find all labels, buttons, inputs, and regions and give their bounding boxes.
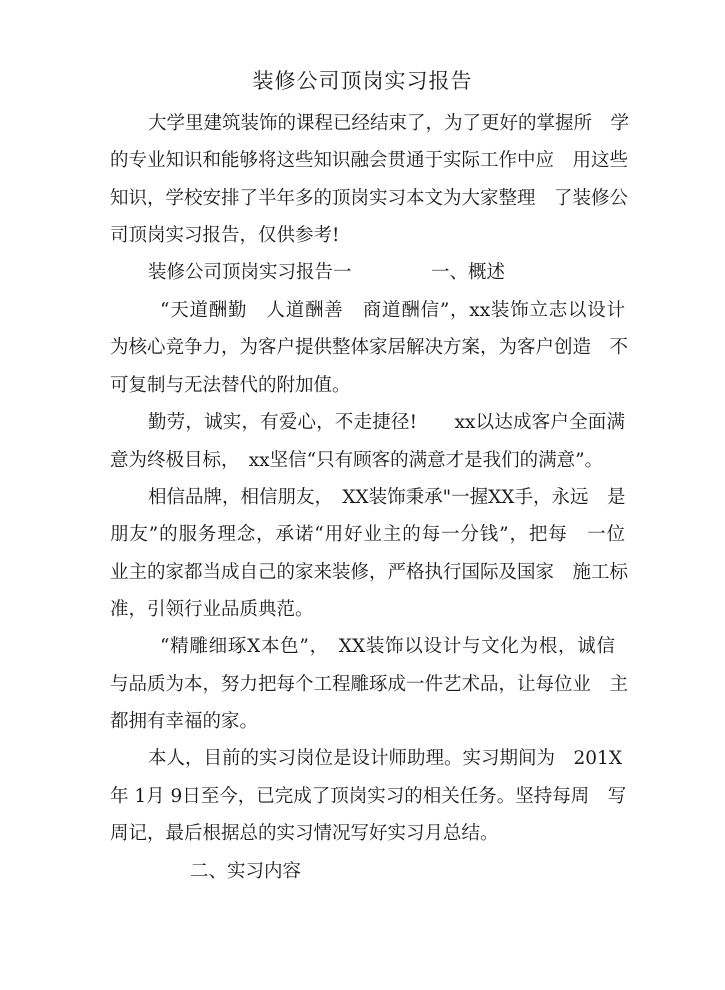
text-line: 相信品牌，相信朋友， XX装饰秉承"一握XX手，永远 是 xyxy=(148,487,626,508)
text-line: 可复制与无法替代的附加值。 xyxy=(110,375,351,396)
text-line: “天道酬勤 人道酬善 商道酬信”，xx装饰立志以设计 xyxy=(160,300,625,321)
document-title: 装修公司顶岗实习报告 xyxy=(252,69,473,93)
text-line: 大学里建筑装饰的课程已经结束了，为了更好的掌握所 学 xyxy=(148,113,630,134)
report-heading-line xyxy=(148,260,625,286)
text-line: 都拥有幸福的家。 xyxy=(110,711,259,732)
text-line: 勤劳，诚实，有爱心，不走捷径! xx以达成客户全面满 xyxy=(148,412,625,433)
text-line: 司顶岗实习报告，仅供参考! xyxy=(110,225,340,246)
text-line: 准，引领行业品质典范。 xyxy=(110,599,314,620)
text-line: 为核心竞争力，为客户提供整体家居解决方案，为客户创造 不 xyxy=(110,337,629,358)
text-line: 年 1月 9日至今，已完成了顶岗实习的相关任务。坚持每周 写 xyxy=(110,786,627,807)
text-line: 知识，学校安排了半年多的顶岗实习本文为大家整理 了装修公 xyxy=(110,188,629,209)
text-line: 朋友”的服务理念，承诺“用好业主的每一分钱”，把每 一位 xyxy=(110,524,625,545)
section-heading-internship-content: 二、实习内容 xyxy=(190,861,302,882)
text-line: 业主的家都当成自己的家来装修，严格执行国际及国家 施工标 xyxy=(110,562,629,583)
text-line: 的专业知识和能够将这些知识融会贯通于实际工作中应 用这些 xyxy=(110,150,629,171)
text-line: “精雕细琢X本色”， XX装饰以设计与文化为根，诚信 xyxy=(160,636,615,657)
section-heading-overview: 一、概述 xyxy=(431,262,506,283)
text-line: 与品质为本，努力把每个工程雕琢成一件艺术品，让每位业 主 xyxy=(110,674,629,695)
text-line: 意为终极目标， xx坚信“只有顾客的满意才是我们的满意”。 xyxy=(110,450,604,471)
report-subtitle: 装修公司顶岗实习报告一 xyxy=(148,262,352,283)
text-line: 周记，最后根据总的实习情况写好实习月总结。 xyxy=(110,823,499,844)
text-line: 本人，目前的实习岗位是设计师助理。实习期间为 201X xyxy=(148,748,622,769)
